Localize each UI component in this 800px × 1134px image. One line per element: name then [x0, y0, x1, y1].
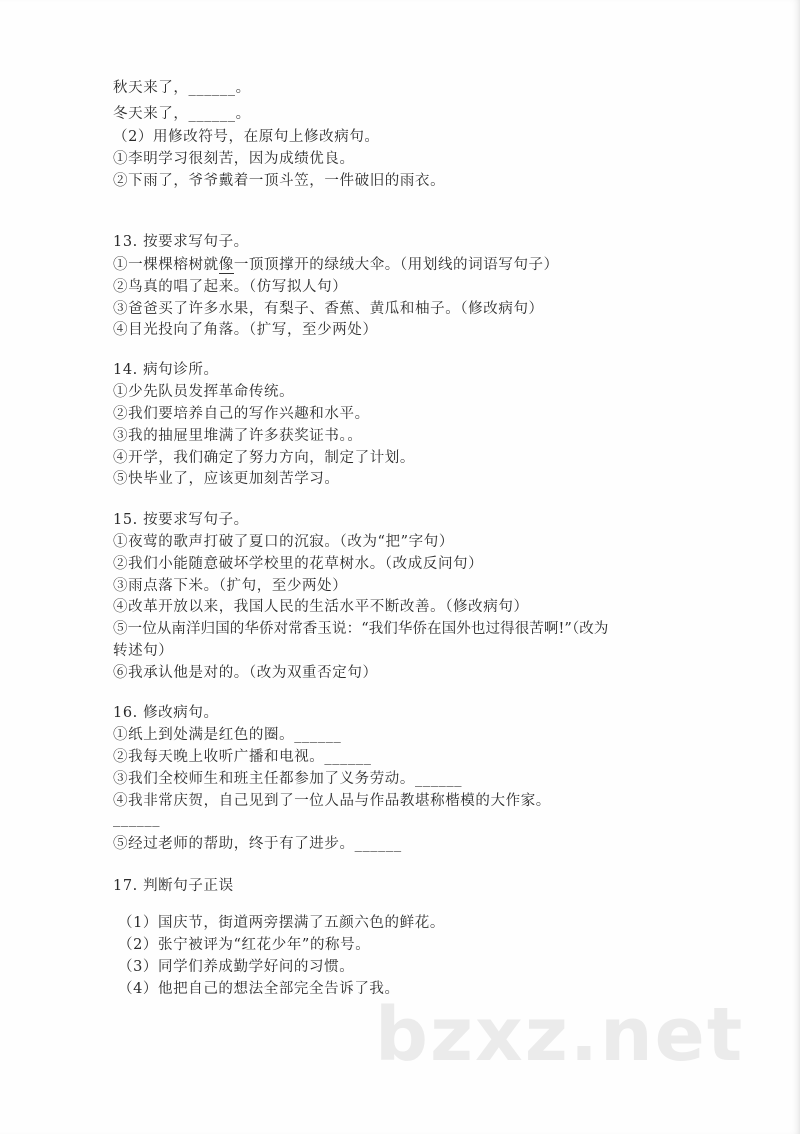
text-line: ⑥我承认他是对的。（改为双重否定句） [113, 665, 378, 681]
text-line [113, 255, 559, 275]
text-line: ③雨点落下米。（扩句，至少两处） [113, 578, 348, 594]
text-line: 秋天来了，______。 [113, 80, 251, 96]
text-line: ②我们要培养自己的写作兴趣和水平。 [113, 406, 370, 422]
text-line: 冬天来了，______。 [113, 106, 251, 122]
text-line: ①夜莺的歌声打破了夏口的沉寂。（改为“把”字句） [113, 534, 454, 550]
text-line: ①李明学习很刻苦，因为成绩优良。 [113, 151, 355, 167]
text-line: ③我们全校师生和班主任都参加了义务劳动。______ [113, 771, 463, 787]
text-line: ①纸上到处满是红色的圈。______ [113, 727, 342, 743]
question-17-heading: 17. 判断句子正误 [113, 878, 234, 894]
text-line: ④我非常庆贺，自己见到了一位人品与作品教堪称楷模的大作家。 [113, 793, 551, 809]
text-line: （1）国庆节，街道两旁摆满了五颜六色的鲜花。 [118, 915, 445, 931]
watermark-text: bzxz.net [375, 992, 745, 1078]
text-line: ④目光投向了角落。（扩写，至少两处） [113, 322, 378, 338]
text-line: 转述句） [113, 643, 174, 659]
text-line: ②我每天晚上收听广播和电视。______ [113, 749, 372, 765]
question-14-heading: 14. 病句诊所。 [113, 362, 219, 378]
text-line: ⑤经过老师的帮助，终于有了进步。______ [113, 836, 402, 852]
text-line: （2）用修改符号，在原句上修改病句。 [113, 129, 380, 145]
text-line: ②下雨了，爷爷戴着一顶斗笠，一件破旧的雨衣。 [113, 173, 446, 189]
answer-blank: ______ [113, 811, 161, 827]
text-line: ③我的抽屉里堆满了许多获奖证书。。 [113, 428, 363, 444]
question-13-heading: 13. 按要求写句子。 [113, 234, 249, 250]
text-span: ①一棵棵榕树就 [113, 257, 219, 273]
text-line: ②我们小能随意破坏学校里的花草树水。（改成反问句） [113, 556, 484, 572]
text-line: ③爸爸买了许多水果，有梨子、香蕉、黄瓜和柚子。（修改病句） [113, 301, 544, 317]
text-line: （4）他把自己的想法全部完全告诉了我。 [118, 981, 400, 997]
text-line: （3）同学们养成勤学好问的习惯。 [118, 959, 355, 975]
text-line: ②鸟真的唱了起来。（仿写拟人句） [113, 279, 348, 295]
text-line: （2）张宁被评为“红花少年”的称号。 [118, 937, 371, 953]
text-span: 一顶顶撑开的绿绒大伞。（用划线的词语写句子） [233, 257, 559, 273]
underlined-word: 像 [218, 257, 234, 273]
text-line: ⑤快毕业了，应该更加刻苦学习。 [113, 471, 340, 487]
question-16-heading: 16. 修改病句。 [113, 705, 219, 721]
question-15-heading: 15. 按要求写句子。 [113, 512, 249, 528]
text-line: ④开学，我们确定了努力方向，制定了计划。 [113, 450, 415, 466]
text-line: ⑤一位从南洋归国的华侨对常香玉说：“我们华侨在国外也过得很苦啊!”（改为 [113, 621, 609, 637]
text-line: ④改革开放以来，我国人民的生活水平不断改善。（修改病句） [113, 599, 529, 615]
text-line: ①少先队员发挥革命传统。 [113, 384, 295, 400]
